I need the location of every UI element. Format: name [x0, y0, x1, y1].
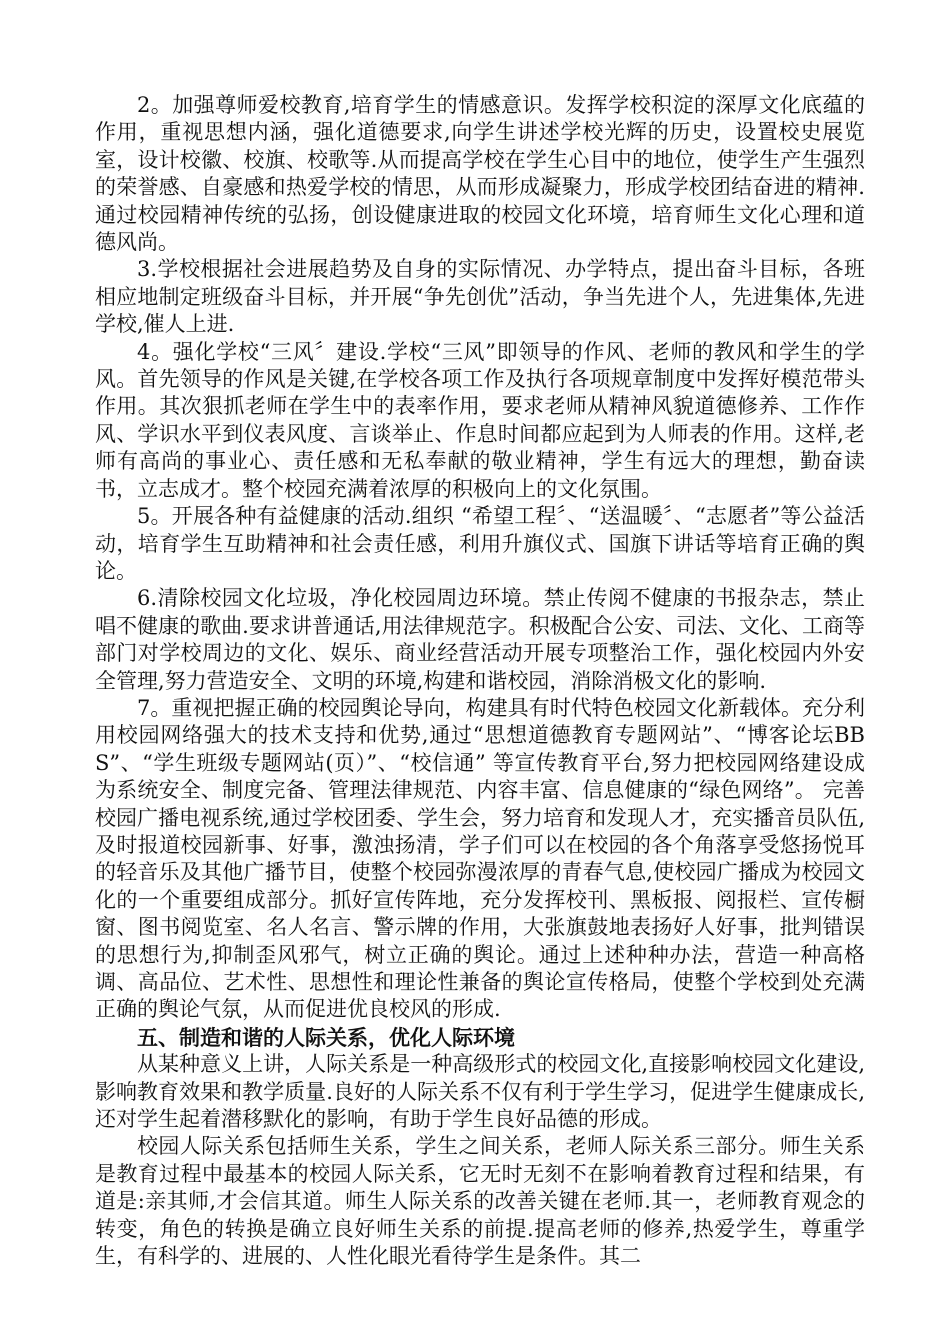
paragraph-5: 5。开展各种有益健康的活动.组织 “希望工程〞、“送温暖〞、“志愿者”等公益活动，培育学生互助精神和社会责任感，利用升旗仪式、国旗下讲话等培育正确的舆论。 [95, 504, 865, 583]
paragraph-3: 3.学校根据社会进展趋势及自身的实际情况、办学特点，提出奋斗目标，各班相应地制定班级奋斗目标，并开展“争先创优”活动，争当先进个人，先进集体,先进学校,催人上进. [95, 257, 865, 337]
paragraph-2: 2。加强尊师爱校教育,培育学生的情感意识。发挥学校积淀的深厚文化底蕴的作用，重视思想内涵，强化道德要求,向学生讲述学校光辉的历史，设置校史展览室，设计校徽、校旗、校歌等.从而提高学校在学生心目中的地位，使学生产生强烈的荣誉感、自豪感和热爱学校的情思，从而形成凝聚力，形成学校团结奋进的精神.通过校园精神传统的弘扬，创设健康进取的校园文化环境，培育师生文化心理和道德风尚。 [95, 93, 865, 255]
paragraph-4: 4。强化学校“三风〞建设.学校“三风”即领导的作风、老师的教风和学生的学风。首先领导的作风是关键,在学校各项工作及执行各项规章制度中发挥好模范带头作用。其次狠抓老师在学生中的表率作用，要求老师从精神风貌道德修养、工作作风、学识水平到仪表风度、言谈举止、作息时间都应起到为人师表的作用。这样,老师有高尚的事业心、责任感和无私奉献的敬业精神，学生有远大的理想，勤奋读书，立志成才。整个校园充满着浓厚的积极向上的文化氛围。 [95, 339, 865, 501]
paragraph-relations: 校园人际关系包括师生关系，学生之间关系，老师人际关系三部分。师生关系是教育过程中最基本的校园人际关系，它无时无刻不在影响着教育过程和结果，有道是:亲其师,才会信其道。师生人际关系的改善关键在老师.其一，老师教育观念的转变，角色的转换是确立良好师生关系的前提.提高老师的修养,热爱学生，尊重学生，有科学的、进展的、人性化眼光看待学生是条件。其二 [95, 1134, 865, 1269]
paragraph-6: 6.清除校园文化垃圾，净化校园周边环境。禁止传阅不健康的书报杂志，禁止唱不健康的歌曲.要求讲普通话,用法律规范字。积极配合公安、司法、文化、工商等部门对学校周边的文化、娱乐、商业经营活动开展专项整治工作，强化校园内外安全管理,努力营造安全、文明的环境,构建和谐校园，消除消极文化的影响. [95, 586, 865, 693]
document-body [95, 92, 865, 1270]
paragraph-intro: 从某种意义上讲，人际关系是一种高级形式的校园文化,直接影响校园文化建设,影响教育效果和教学质量.良好的人际关系不仅有利于学生学习，促进学生健康成长,还对学生起着潜移默化的影响，有助于学生良好品德的形成。 [95, 1052, 865, 1132]
section-heading: 五、制造和谐的人际关系，优化人际环境 [137, 1024, 515, 1050]
paragraph-7: 7。重视把握正确的校园舆论导向，构建具有时代特色校园文化新载体。充分利用校园网络强大的技术支持和优势,通过“思想道德教育专题网站”、“博客论坛BBS”、“学生班级专题网站(页）”、“校信通” 等宣传教育平台,努力把校园网络建设成为系统安全、制度完备、管理法律规范、内容丰富、信息健康的“绿色网络”。 完善校园广播电视系统,通过学校团委、学生会，努力培育和发现人才，充实播音员队伍,及时报道校园新事、好事，激浊扬清，学子们可以在校园的各个角落享受悠扬悦耳的轻音乐及其他广播节目，使整个校园弥漫浓厚的青春气息,使校园广播成为校园文化的一个重要组成部分。抓好宣传阵地，充分发挥校刊、黑板报、阅报栏、宣传橱窗、图书阅览室、名人名言、警示牌的作用，大张旗鼓地表扬好人好事，批判错误的思想行为,抑制歪风邪气，树立正确的舆论。通过上述种种办法，营造一种高格调、高品位、艺术性、思想性和理论性兼备的舆论宣传格局，使整个学校到处充满正确的舆论气氛，从而促进优良校风的形成. [95, 695, 865, 1022]
